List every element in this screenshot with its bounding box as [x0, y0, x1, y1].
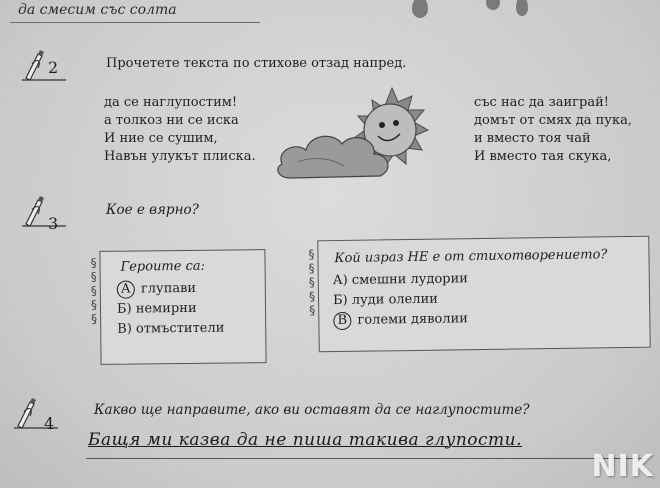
task-2-number: 2: [48, 58, 59, 77]
selected-circle: В: [333, 312, 351, 330]
option-letter: Б): [332, 292, 348, 309]
task-number-badge: [18, 196, 70, 230]
option-text: глупави: [140, 280, 197, 297]
sun-cloud-icon: [272, 78, 472, 196]
task-2-instruction: Прочетете текста по стихове отзад напред.: [106, 56, 407, 71]
poem-right-column: [474, 94, 632, 166]
task-4-number: 4: [44, 414, 55, 433]
task-3-number: 3: [48, 214, 59, 233]
poem-line: И вместо тая скука,: [474, 149, 612, 164]
poem-line: Навън улукът плиска.: [104, 149, 256, 164]
option-a[interactable]: [117, 279, 224, 300]
sun-cloud-illustration: [272, 78, 472, 196]
task-number-badge: [18, 50, 70, 84]
option-text: смешни лудории: [351, 271, 468, 288]
intro-underline: [10, 22, 260, 23]
selected-circle: А: [117, 281, 135, 299]
raindrop-icon: [486, 0, 500, 10]
raindrop-icon: [516, 0, 528, 16]
poem-line: да се наглупостим!: [104, 95, 238, 110]
option-text: отмъстители: [135, 320, 225, 337]
option-text: немирни: [135, 300, 197, 317]
poem-line: а толкоз ни се иска: [104, 113, 239, 128]
options-list: [333, 269, 469, 331]
spiral-binding: § § § § §: [308, 247, 316, 318]
handwritten-answer[interactable]: Бащя ми казва да не пиша такива глупости.: [88, 430, 523, 450]
option-c[interactable]: [333, 309, 468, 331]
box-title: Героите са:: [120, 258, 206, 275]
pencil-icon: [10, 398, 62, 432]
task-number-badge: [10, 398, 62, 432]
answer-box-expression: [308, 236, 651, 353]
option-letter: Б): [116, 301, 132, 317]
option-letter: А): [332, 272, 348, 289]
poem-left-column: [104, 94, 256, 166]
spiral-binding: § § § § §: [90, 255, 98, 326]
task-4-question: Какво ще направите, ако ви оставят да се наглупостите?: [94, 402, 530, 418]
pencil-icon: [18, 50, 70, 84]
box-title: Кой израз НЕ е от стихотворението?: [334, 247, 608, 267]
option-text: луди олелии: [351, 291, 439, 308]
option-c[interactable]: [117, 319, 224, 340]
option-letter: В): [117, 321, 132, 337]
answer-line: [86, 458, 648, 459]
watermark-logo: NIK: [591, 449, 654, 484]
answer-box-heroes: [90, 249, 266, 365]
poem-line: домът от смях да пука,: [474, 113, 632, 128]
pencil-icon: [18, 196, 70, 230]
option-b[interactable]: [333, 289, 468, 311]
task-3-question: Кое е вярно?: [106, 202, 199, 218]
option-b[interactable]: [117, 299, 224, 320]
options-list: [117, 279, 225, 340]
poem-line: И ние се сушим,: [104, 131, 218, 146]
option-a[interactable]: [333, 269, 468, 291]
option-text: големи дяволии: [357, 311, 469, 328]
intro-text: да смесим със солта: [18, 2, 177, 18]
poem-line: със нас да заиграй!: [474, 95, 609, 110]
raindrop-icon: [412, 0, 428, 18]
poem-line: и вместо тоя чай: [474, 131, 591, 146]
